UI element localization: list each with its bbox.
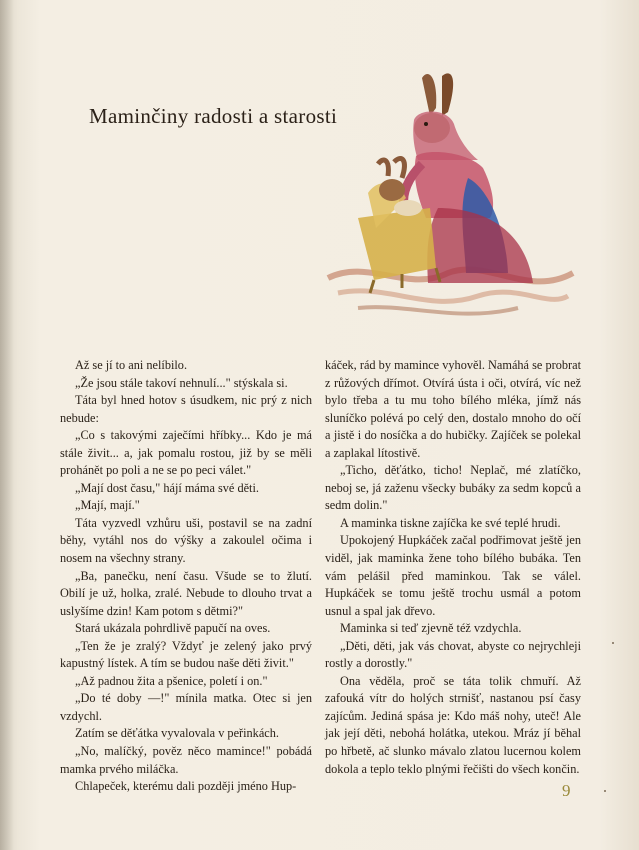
paragraph: „Co s takovými zaječími hříbky... Kdo je má stále živit... a, jak pomalu rostou, již by se měli prohánět po poli a ne se po peci válet." (60, 428, 312, 478)
paragraph: „Ticho, děťátko, ticho! Neplač, mé zlatíčko, neboj se, já zaženu všecky bubáky za sedm kopců a sedm dolin." (325, 463, 581, 513)
paragraph: Táta vyzvedl vzhůru uši, postavil se na zadní běhy, vytáhl nos do výšky a zakoulel očima i nosem na všechny strany. (60, 515, 312, 566)
text-column-left (60, 357, 312, 796)
paragraph: Upokojený Hupkáček začal podřimovat ještě jen viděl, jak maminka žene toho bílého bubáka. Ten vám pelášil před maminkou. Tak se válel. Hupkáček se tomu ještě trochu usmál a potom usnul a spal jak dřevo. (325, 533, 581, 618)
chapter-title: Maminčiny radosti a starosti (89, 104, 338, 128)
paragraph: „Ba, panečku, není času. Všude se to žlutí. Obilí je už, holka, zralé. Nebude to dlouho trvat a uslyšíme dzin! Kam potom s dětmi?" (60, 568, 312, 618)
paragraph: Maminka si teď zjevně též vzdychla. (340, 621, 522, 636)
page-number: 9 (562, 781, 571, 800)
paragraph: „Že jsou stále takoví nehnulí..." stýskala si. (75, 375, 288, 390)
paragraph: „Až padnou žita a pšenice, poletí i on." (75, 673, 268, 688)
paper-speck (604, 790, 606, 792)
paragraph: Až se jí to ani nelíbilo. (75, 358, 188, 372)
paragraph: „Do té doby —!" mínila matka. Otec si jen vzdychl. (60, 691, 312, 723)
paragraph: „Děti, děti, jak vás chovat, abyste co nejrychleji rostly a dorostly." (325, 638, 581, 671)
paragraph: Chlapeček, kterému dali později jméno Hup- (75, 779, 297, 794)
paragraph: „Mají dost času," hájí máma své děti. (75, 480, 259, 495)
paper-speck (612, 642, 614, 644)
paragraph: Zatím se děťátka vyvalovala v peřinkách. (75, 726, 279, 741)
paragraph-continuation: káček, rád by mamince vyhověl. Namáhá se probrat z růžových dřímot. Otvírá ústa i oči, otvírá, víc než bylo třeba a tu mu toho bílého mléka, jímž nás sluníčko polévá po celý den, dostalo mnoho do očí a jistě i do nosíčka a do hubičky. Zajíček se polekal a zaplakal lítostivě. (325, 358, 581, 460)
text-column-right (325, 357, 581, 778)
paragraph: Táta byl hned hotov s úsudkem, nic prý z nich nebude: (60, 393, 312, 425)
paragraph: „No, malíčký, pověz něco mamince!" pobádá mamka prvého miláčka. (60, 744, 312, 776)
spine-shadow (0, 0, 14, 850)
paragraph: „Ten že je zralý? Vždyť je zelený jako prvý kapustný lístek. A tím se budou naše děti živit." (60, 638, 312, 671)
rabbit-mother-cradle-illustration (318, 68, 580, 330)
paragraph: Stará ukázala pohrdlivě papučí na oves. (75, 621, 271, 636)
paragraph: A maminka tiskne zajíčka ke své teplé hrudi. (340, 515, 561, 530)
paragraph: Ona věděla, proč se táta tolik chmuří. Až zafouká vítr do holých strnišť, nastanou psí časy zajícům. Jediná spása je: Kdo máš nohy, uteč! Ale jak její děti, nebohá holátka, utekou. Mráz jí běhal po hřbetě, ač slunko mávalo zlatou lucernou kolem dokola a teplo teklo plnými řečišti do všech končin. (325, 673, 581, 776)
paragraph: „Mají, mají." (75, 498, 140, 513)
